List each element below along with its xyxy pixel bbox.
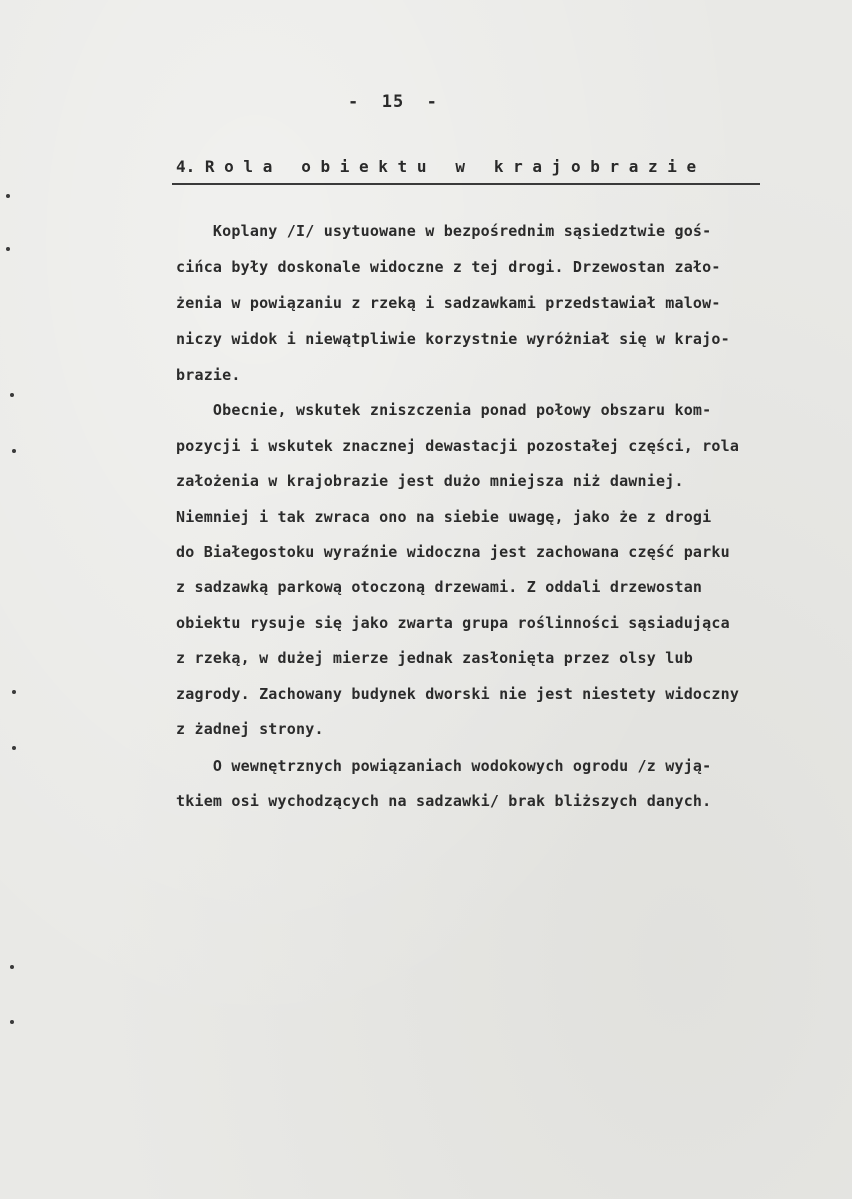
text-line: zagrody. Zachowany budynek dworski nie jest niestety widoczny bbox=[176, 685, 740, 703]
text-line: do Białegostoku wyraźnie widoczna jest zachowana część parku bbox=[176, 543, 730, 561]
text-line: pozycji i wskutek znacznej dewastacji pozostałej części, rola bbox=[176, 437, 740, 455]
text-line: obiektu rysuje się jako zwarta grupa roślinności sąsiadująca bbox=[176, 614, 730, 632]
punch-hole-mark bbox=[10, 965, 14, 969]
text-line: Koplany /I/ usytuowane w bezpośrednim sąsiedztwie goś- bbox=[176, 222, 712, 240]
text-line: niczy widok i niewątpliwie korzystnie wyróżniał się w krajo- bbox=[176, 330, 730, 348]
punch-hole-mark bbox=[12, 690, 16, 694]
text-line: z rzeką, w dużej mierze jednak zasłonięta przez olsy lub bbox=[176, 649, 693, 667]
punch-hole-mark bbox=[10, 1020, 14, 1024]
text-line: żenia w powiązaniu z rzeką i sadzawkami przedstawiał malow- bbox=[176, 294, 721, 312]
punch-hole-mark bbox=[10, 393, 14, 397]
punch-hole-mark bbox=[12, 746, 16, 750]
text-line: z sadzawką parkową otoczoną drzewami. Z oddali drzewostan bbox=[176, 578, 703, 596]
punch-hole-mark bbox=[12, 449, 16, 453]
punch-hole-mark bbox=[6, 247, 10, 251]
text-line: założenia w krajobrazie jest dużo mniejsza niż dawniej. bbox=[176, 472, 684, 490]
page-number: - 15 - bbox=[348, 92, 438, 112]
text-line: O wewnętrznych powiązaniach wodokowych ogrodu /z wyją- bbox=[176, 757, 712, 775]
heading-underline bbox=[172, 183, 760, 185]
text-line: Obecnie, wskutek zniszczenia ponad połowy obszaru kom- bbox=[176, 401, 712, 419]
text-line: tkiem osi wychodzących na sadzawki/ brak bliższych danych. bbox=[176, 792, 712, 810]
text-line: z żadnej strony. bbox=[176, 720, 324, 738]
text-line: brazie. bbox=[176, 366, 241, 384]
section-heading: 4. R o l a o b i e k t u w k r a j o b r a z i e bbox=[176, 157, 697, 176]
text-line: cińca były doskonale widoczne z tej drogi. Drzewostan zało- bbox=[176, 258, 721, 276]
text-line: Niemniej i tak zwraca ono na siebie uwagę, jako że z drogi bbox=[176, 508, 712, 526]
punch-hole-mark bbox=[6, 194, 10, 198]
